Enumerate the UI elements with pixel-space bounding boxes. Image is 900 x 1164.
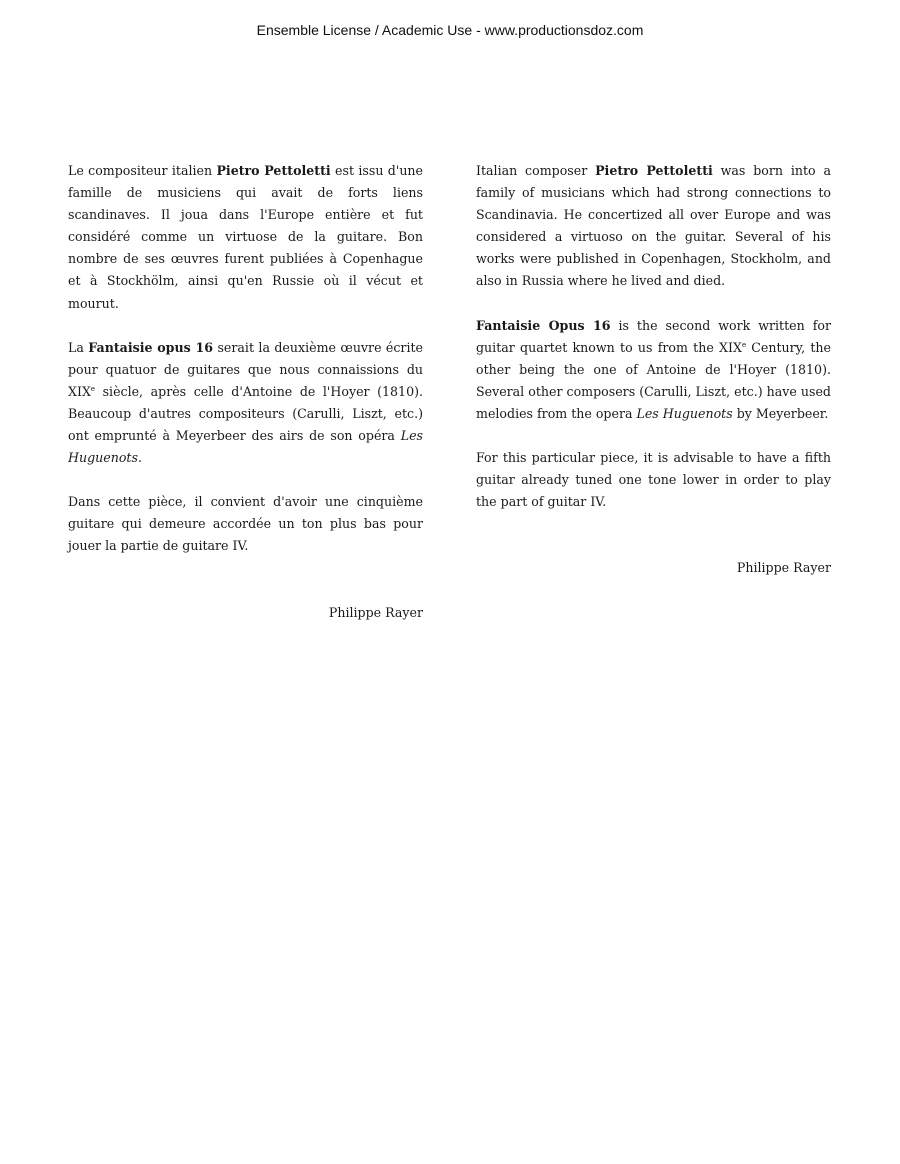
work-title: Fantaisie opus 16 [88, 339, 214, 355]
french-paragraph-intro: Le compositeur italien Pietro Pettoletti est issu d'une famille de musiciens qui avait de forts liens scandinaves. Il joua dans l'Europe entière et fut considéré comme un virtuose de la guitare. Bon nombre de ses œuvres furent publiées à Copenhague et à Stockhölm, ainsi qu'en Russie où il vécut et mourut. [68, 163, 423, 311]
composer-name: Pietro Pettoletti [216, 163, 331, 178]
english-signature: Philippe Rayer [736, 560, 831, 576]
work-title: Fantaisie Opus 16 [476, 317, 611, 333]
opera-title: Les Huguenots [68, 428, 423, 466]
french-column [68, 160, 423, 624]
composer-name: Pietro Pettoletti [595, 163, 713, 178]
french-signature: Philippe Rayer [328, 604, 423, 620]
english-paragraph-performance: For this particular piece, it is advisable to have a fifth guitar already tuned one tone lower in order to play the part of guitar IV. [476, 450, 831, 510]
english-paragraph-intro: Italian composer Pietro Pettoletti was born into a family of musicians which had strong connections to Scandinavia. He concertized all over Europe and was considered a virtuoso on the guitar. Several of his works were published in Copenhagen, Stockholm, and also in Russia where he lived and died. [476, 163, 831, 289]
opera-title: Les Huguenots [636, 405, 733, 421]
english-column [476, 160, 831, 579]
english-paragraph-work: Fantaisie Opus 16 is the second work written for guitar quartet known to us from the XIXe Century, the other being the one of Antoine de l'Hoyer (1810). Several other composers (Carulli, Liszt, etc.) have used melodies from the opera Les Huguenots by Meyerbeer. [476, 317, 831, 421]
license-header: Ensemble License / Academic Use - www.productionsdoz.com [256, 22, 644, 38]
french-paragraph-work: La Fantaisie opus 16 serait la deuxième œuvre écrite pour quatuor de guitares que nous connaissions du XIXe siècle, après celle d'Antoine de l'Hoyer (1810). Beaucoup d'autres compositeurs (Carulli, Liszt, etc.) ont emprunté à Meyerbeer des airs de son opéra Les Huguenots. [68, 339, 423, 466]
french-paragraph-performance: Dans cette pièce, il convient d'avoir une cinquième guitare qui demeure accordée un ton plus bas pour jouer la partie de guitare IV. [68, 494, 423, 554]
